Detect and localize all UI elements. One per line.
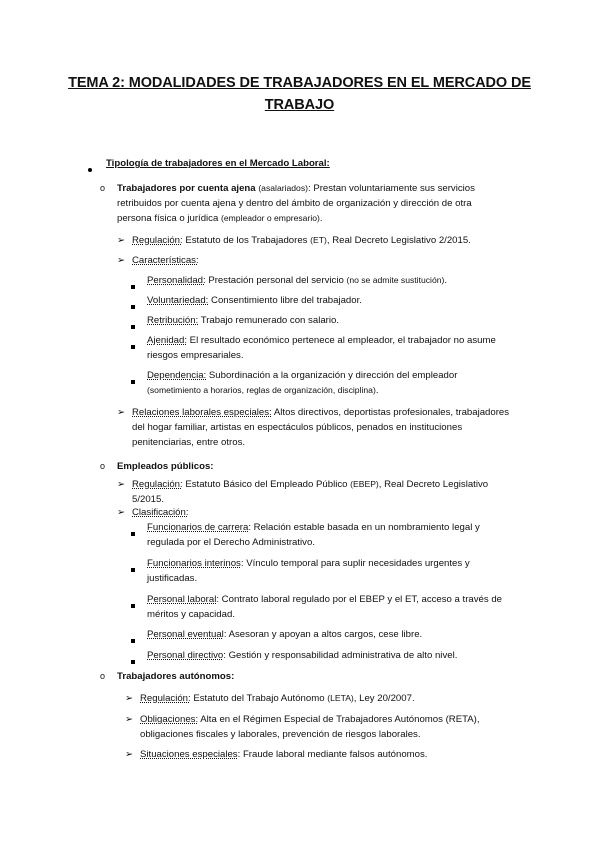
arrow-bullet-icon: ➢ (125, 693, 134, 704)
item-label: Ajenidad: (147, 335, 188, 346)
caracteristica-item (131, 369, 506, 399)
especiales-text: Altos directivos, deportistas profesionales, trabajadores del hogar familiar, artistas en espectáculos públicos, penados en instituciones penitenciarias, entre otros. (132, 407, 510, 448)
caracteristica-item (131, 294, 501, 309)
square-bullet (131, 280, 135, 295)
item-text: Trabajo remunerado con salario. (198, 315, 339, 326)
square-bullet (131, 563, 135, 578)
publicos-block (100, 460, 500, 475)
clasificacion-item (131, 521, 507, 551)
regulacion-text-end: , Real Decreto Legislativo 5/2015. (132, 479, 489, 505)
publicos-regulacion (117, 478, 502, 508)
item-small: (no se admite sustitución) (346, 275, 445, 285)
square-bullet (131, 340, 135, 355)
arrow-bullet-icon: ➢ (117, 255, 126, 266)
item-text: El resultado económico pertenece al empleador, el trabajador no asume riesgos empresariales. (147, 335, 496, 361)
item-text: Prestación personal del servicio (205, 275, 347, 286)
ajena-label-paren: (asalariados) (258, 183, 308, 193)
ajena-caracteristicas (117, 254, 517, 269)
situaciones-label: Situaciones especiales (140, 749, 238, 760)
square-bullet (131, 655, 135, 670)
arrow-bullet-icon: ➢ (117, 507, 126, 518)
item-label: Funcionarios de carrera (147, 522, 249, 533)
clasificacion-item (131, 557, 507, 587)
arrow-bullet-icon: ➢ (117, 407, 126, 418)
autonomos-label: Trabajadores autónomos: (117, 671, 235, 682)
item-label: Personal directivo (147, 650, 224, 661)
regulacion-label: Regulación: (132, 479, 183, 490)
regulacion-text: Estatuto del Trabajo Autónomo (190, 693, 328, 704)
item-end: . (444, 275, 448, 286)
item-label: Personal eventual (147, 629, 224, 640)
caracteristica-item (131, 274, 501, 289)
clasificacion-item (131, 628, 507, 643)
arrow-bullet-icon: ➢ (125, 714, 134, 725)
item-label: Personal laboral (147, 594, 217, 605)
ring-bullet: o (100, 461, 106, 471)
especiales-label: Relaciones laborales especiales: (132, 407, 272, 418)
item-label: Personalidad: (147, 275, 206, 286)
item-text: : Asesoran y apoyan a altos cargos, cese libre. (223, 629, 423, 640)
caracteristica-item (131, 314, 501, 329)
ajena-label: Trabajadores por cuenta ajena (117, 183, 256, 194)
square-bullet (131, 375, 135, 390)
autonomos-block (100, 670, 500, 685)
situaciones-text: : Fraude laboral mediante falsos autónomos. (237, 749, 428, 760)
clasificacion-item (131, 593, 516, 623)
ajena-regulacion (117, 234, 517, 249)
regulacion-text-end: , Real Decreto Legislativo 2/2015. (326, 235, 471, 246)
section-heading: Tipología de trabajadores en el Mercado Laboral: (106, 158, 330, 169)
ajena-desc-end: . (319, 212, 323, 224)
ajena-block (100, 182, 500, 227)
item-text: Subordinación a la organización y dirección del empleador (206, 370, 458, 381)
item-label: Funcionarios interinos (147, 558, 241, 569)
autonomos-situaciones (125, 748, 515, 763)
item-text: : Contrato laboral regulado por el EBEP y el ET, acceso a través de méritos y capacidad. (147, 594, 503, 620)
ring-bullet: o (100, 671, 106, 681)
ajena-desc-paren: (empleador o empresario) (221, 212, 320, 223)
caracteristica-item (131, 334, 501, 364)
autonomos-obligaciones (125, 713, 505, 743)
regulacion-label: Regulación: (132, 235, 183, 246)
item-end: . (375, 384, 379, 396)
clasificacion-label: Clasificación: (132, 507, 189, 518)
publicos-clasificacion (117, 506, 517, 521)
arrow-bullet-icon: ➢ (117, 235, 126, 246)
regulacion-text: Estatuto Básico del Empleado Público (182, 479, 351, 490)
item-small: (sometimiento a horarios, reglas de organización, disciplina) (147, 384, 376, 395)
item-text: Consentimiento libre del trabajador. (208, 295, 362, 306)
regulacion-abbr: (LETA) (327, 693, 354, 703)
item-label: Voluntariedad: (147, 295, 209, 306)
regulacion-text: Estatuto de los Trabajadores (182, 235, 311, 246)
autonomos-regulacion (125, 692, 515, 707)
obligaciones-label: Obligaciones: (140, 714, 199, 725)
ring-bullet: o (100, 183, 106, 193)
square-bullet (131, 320, 135, 335)
item-text: : Gestión y responsabilidad administrativa de alto nivel. (223, 650, 458, 661)
regulacion-label: Regulación: (140, 693, 191, 704)
item-label: Retribución: (147, 315, 199, 326)
item-text: : Relación estable basada en un nombramiento legal y regulada por el Derecho Administrativo. (147, 522, 480, 548)
square-bullet (131, 300, 135, 315)
regulacion-text-end: , Ley 20/2007. (353, 693, 415, 704)
ajena-especiales (117, 406, 517, 451)
arrow-bullet-icon: ➢ (125, 749, 134, 760)
square-bullet (131, 634, 135, 649)
clasificacion-item (131, 649, 507, 664)
section-heading-block (88, 157, 528, 172)
square-bullet (131, 599, 135, 614)
item-label: Dependencia: (147, 370, 207, 381)
regulacion-abbr: (ET) (310, 235, 327, 245)
obligaciones-text: Alta en el Régimen Especial de Trabajadores Autónomos (RETA), obligaciones fiscales y laborales, prevención de riesgos laborales. (140, 714, 480, 740)
square-bullet (131, 527, 135, 542)
caracteristicas-label: Características: (132, 255, 199, 266)
regulacion-abbr: (EBEP) (350, 479, 379, 489)
item-text: : Vínculo temporal para suplir necesidades urgentes y justificadas. (147, 558, 470, 584)
arrow-bullet-icon: ➢ (117, 479, 126, 490)
publicos-label: Empleados públicos: (117, 461, 214, 472)
bullet-dot (88, 163, 92, 178)
ajena-desc: : Prestan voluntariamente sus servicios retribuidos por cuenta ajena y dentro del ámbito de organización y dirección de otra persona física o jurídica (117, 183, 475, 224)
document-title: TEMA 2: MODALIDADES DE TRABAJADORES EN EL MERCADO DE TRABAJO (68, 75, 531, 113)
